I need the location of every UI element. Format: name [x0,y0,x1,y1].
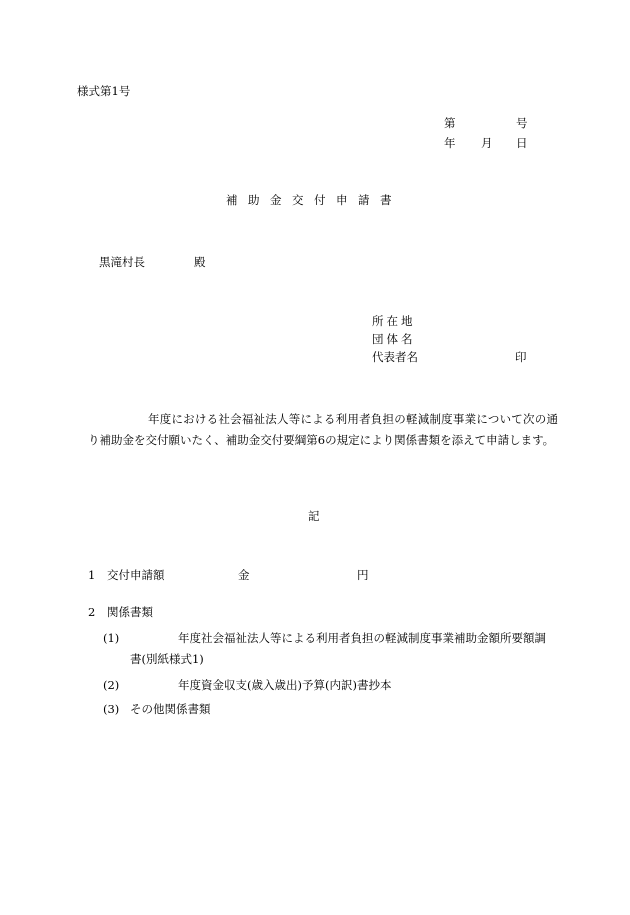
item-2-label: 関係書類 [107,605,153,619]
sub-item-1-text: 年度社会福祉法人等による利用者負担の軽減制度事業補助金額所要額調書(別紙様式1) [130,631,546,666]
document-number-prefix: 第 [444,116,456,130]
sub-item-2-text: 年度資金収支(歳入歳出)予算(内訳)書抄本 [178,678,392,692]
item-1-label: 交付申請額 [107,568,165,582]
seal-mark: 印 [515,350,527,364]
ki-heading: 記 [308,509,320,523]
sub-item-3-number: (3) [103,702,120,716]
amount-prefix: 金 [238,568,250,582]
item-2-number: 2 [88,605,96,619]
sub-item-3-text: その他関係書類 [130,702,211,716]
addressee-honorific: 殿 [194,255,206,269]
form-number: 様式第1号 [77,84,131,98]
addressee-name: 黒滝村長 [99,255,145,269]
application-body-text: 年度における社会福祉法人等による利用者負担の軽減制度事業について次の通り補助金を交付願いたく、補助金交付要綱第6の規定により関係書類を添えて申請します。 [88,412,558,447]
document-number-suffix: 号 [516,116,528,130]
date-month-label: 月 [481,136,493,150]
address-label: 所在地 [372,314,416,328]
organization-label: 団体名 [372,332,416,346]
sub-item-2-number: (2) [103,678,120,692]
item-1-number: 1 [88,568,96,582]
amount-unit: 円 [357,568,369,582]
date-year-label: 年 [444,136,456,150]
representative-label: 代表者名 [372,350,418,364]
sub-item-1-number: (1) [103,631,120,645]
date-day-label: 日 [516,136,528,150]
document-title: 補助金交付申請書 [226,193,402,207]
